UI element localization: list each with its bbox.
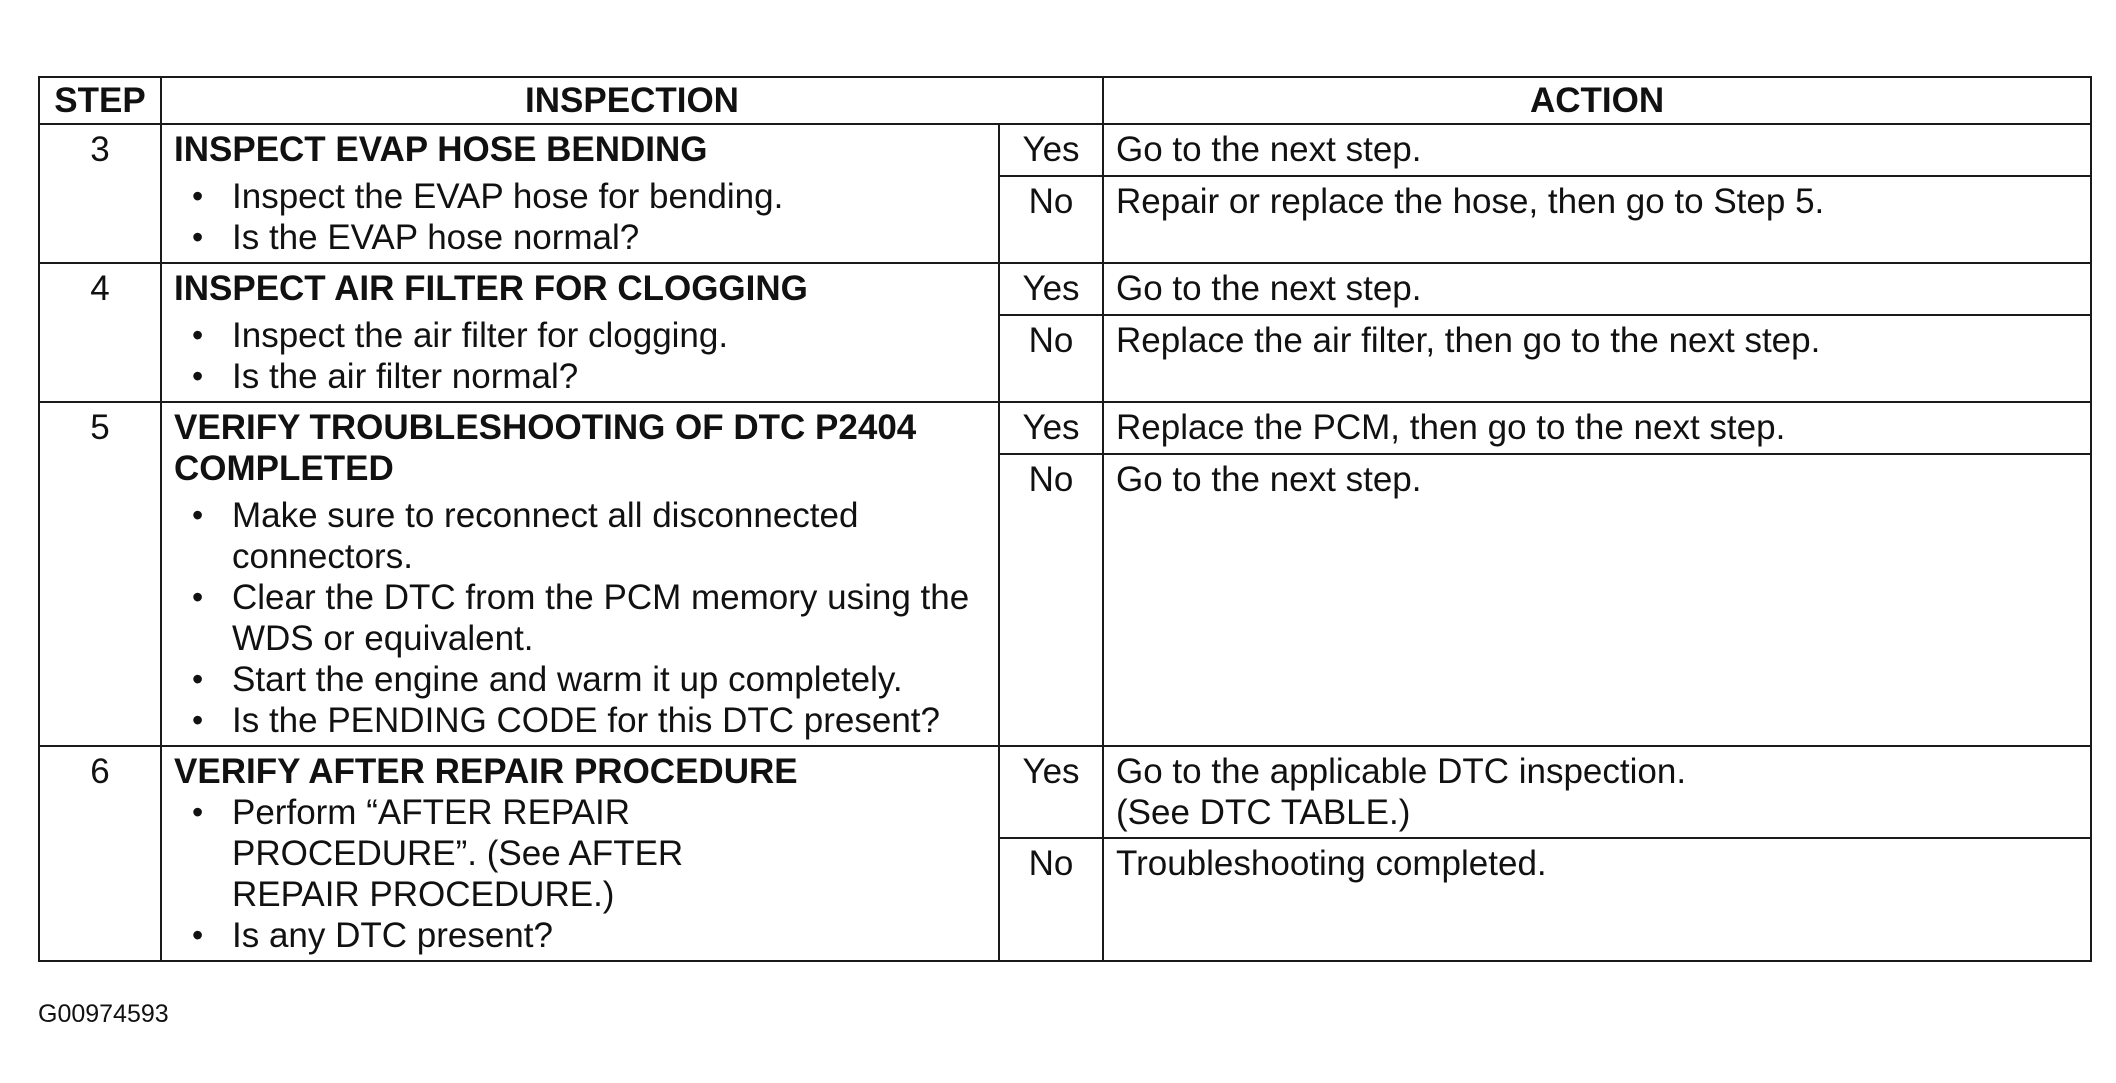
inspection-bullet-list bbox=[174, 315, 986, 397]
inspection-column-header: INSPECTION bbox=[161, 77, 1103, 124]
action-text: Go to the applicable DTC inspection. bbox=[1116, 752, 1687, 791]
dtc-inspection-table bbox=[38, 76, 2092, 962]
inspection-bullet: • Inspect the air filter for clogging. bbox=[232, 315, 986, 356]
inspection-bullet: • Is the EVAP hose normal? bbox=[232, 217, 986, 258]
action-text: Go to the next step. bbox=[1116, 460, 1422, 499]
inspection-bullet: • Start the engine and warm it up completely. bbox=[232, 659, 986, 700]
yes-action-cell bbox=[1103, 402, 2091, 454]
action-text: Repair or replace the hose, then go to Step 5. bbox=[1116, 182, 1825, 222]
inspection-title: INSPECT EVAP HOSE BENDING bbox=[174, 130, 708, 169]
yes-action-cell bbox=[1103, 124, 2091, 176]
figure-code: G00974593 bbox=[38, 1000, 169, 1028]
inspection-bullet: • Is the air filter normal? bbox=[232, 356, 986, 397]
no-label: No bbox=[999, 176, 1103, 263]
no-action-cell bbox=[1103, 838, 2091, 961]
action-text: (See DTC TABLE.) bbox=[1116, 793, 1411, 832]
action-text: Go to the next step. bbox=[1116, 130, 1422, 169]
inspection-bullet-list bbox=[174, 792, 986, 956]
table-row bbox=[39, 746, 2091, 838]
inspection-title: VERIFY TROUBLESHOOTING OF DTC P2404 COMPLETED bbox=[174, 408, 917, 488]
inspection-bullet-list bbox=[174, 495, 986, 741]
step-number: 5 bbox=[39, 402, 161, 746]
steps-body bbox=[39, 124, 2091, 961]
inspection-bullet: • Perform “AFTER REPAIR PROCEDURE”. (See AFTER REPAIR PROCEDURE.) bbox=[232, 792, 986, 915]
yes-action-cell bbox=[1103, 263, 2091, 315]
diagnostic-procedure-sheet bbox=[38, 76, 2090, 962]
inspection-title: INSPECT AIR FILTER FOR CLOGGING bbox=[174, 269, 808, 308]
action-text: Troubleshooting completed. bbox=[1116, 844, 1547, 883]
action-text: Replace the PCM, then go to the next step. bbox=[1116, 408, 1786, 447]
no-label: No bbox=[999, 454, 1103, 746]
table-row bbox=[39, 124, 2091, 176]
step-number: 4 bbox=[39, 263, 161, 402]
no-label: No bbox=[999, 838, 1103, 961]
no-label: No bbox=[999, 315, 1103, 402]
no-action-cell bbox=[1103, 176, 2091, 263]
action-text: Replace the air filter, then go to the next step. bbox=[1116, 321, 1821, 361]
yes-label: Yes bbox=[999, 746, 1103, 838]
table-row bbox=[39, 263, 2091, 315]
yes-label: Yes bbox=[999, 263, 1103, 315]
inspection-cell bbox=[161, 124, 999, 263]
yes-action-cell bbox=[1103, 746, 2091, 838]
yes-label: Yes bbox=[999, 124, 1103, 176]
table-row bbox=[39, 402, 2091, 454]
inspection-bullet-list bbox=[174, 176, 986, 258]
inspection-cell bbox=[161, 402, 999, 746]
inspection-bullet: • Clear the DTC from the PCM memory using the WDS or equivalent. bbox=[232, 577, 986, 659]
no-action-cell bbox=[1103, 454, 2091, 746]
action-text: Go to the next step. bbox=[1116, 269, 1422, 308]
inspection-bullet: • Inspect the EVAP hose for bending. bbox=[232, 176, 986, 217]
inspection-title: VERIFY AFTER REPAIR PROCEDURE bbox=[174, 752, 798, 791]
inspection-bullet: • Is the PENDING CODE for this DTC present? bbox=[232, 700, 986, 741]
table-header-row bbox=[39, 77, 2091, 124]
step-number: 3 bbox=[39, 124, 161, 263]
action-column-header: ACTION bbox=[1103, 77, 2091, 124]
yes-label: Yes bbox=[999, 402, 1103, 454]
step-number: 6 bbox=[39, 746, 161, 961]
no-action-cell bbox=[1103, 315, 2091, 402]
inspection-cell bbox=[161, 746, 999, 961]
inspection-bullet: • Is any DTC present? bbox=[232, 915, 986, 956]
inspection-bullet: • Make sure to reconnect all disconnected connectors. bbox=[232, 495, 986, 577]
step-column-header: STEP bbox=[39, 77, 161, 124]
inspection-cell bbox=[161, 263, 999, 402]
